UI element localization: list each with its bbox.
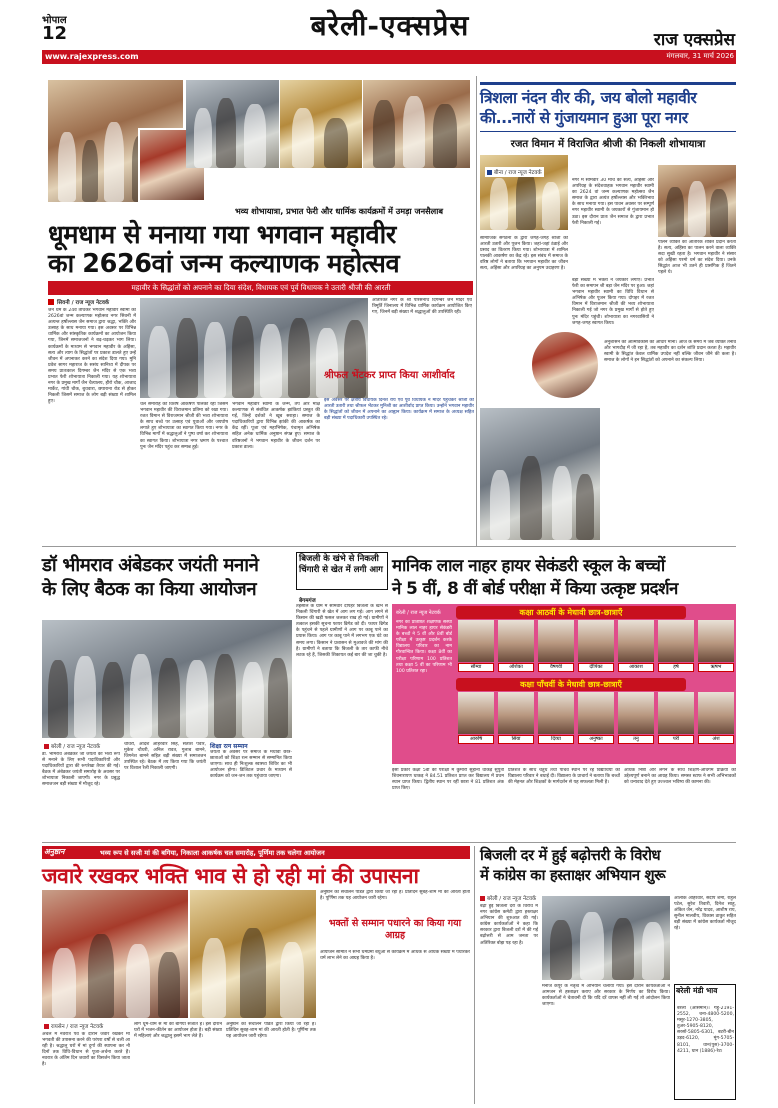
navratri-photo-2	[190, 890, 316, 1018]
procession-photo-2	[186, 80, 279, 168]
student-card: तनु	[618, 692, 654, 746]
story5-tag: अनुष्ठान	[44, 847, 65, 856]
story1-box-title: श्रीफल भेंटकर प्राप्त किया आशीर्वाद	[324, 370, 455, 381]
student-card: सिया	[498, 692, 534, 746]
student-card: दीपिका	[578, 620, 614, 674]
story6-body-col2: मनोज कपूर के नेतृत्व में अभियान चलाया गया। इस दौरान कार्यकर्ताओं ने आमजन से हस्ताक्षर कराए और सरकार के निर्णय का विरोध किया। कार्यकर्ताओं ने चेतावनी दी कि यदि दरें वापस नहीं ली गईं तो आंदोलन किया जाएगा।	[542, 984, 670, 1008]
market-body: बरेली (आसमान)। गेहूं-2191-2552, चना-4800-5200, मसूर-1270-3805, तुअर-5905-8120, सरसों-5805-6301, बटरी-बीन उड़द-6120, मूंग-5705-8101, धान(पुस)-3700-4211, धान (1886)-रेट।	[677, 1006, 734, 1054]
story4-body-col3: प्रतिशत के साथ चतुर्थ तथा पांचवें स्थान पर रहे विद्यार्थियों को विद्यालय परिवार ने बधाई दी। विद्यालय के प्राचार्य ने बताया कि बच्चों की मेहनत और शिक्षकों के मार्गदर्शन से यह सफलता मिली है।	[508, 768, 620, 786]
story5-kicker: भव्य रूप से सजी मां की बगिया, निकाला आकर्षक चल समारोह, पूर्णिमा तक चलेगा आयोजन	[100, 849, 325, 857]
section-divider-2	[42, 842, 736, 843]
story3-box-title: शिक्षा रत्न सम्मान	[210, 743, 248, 750]
story6-body-col1: बढ़ी हुई बिजली दरों के विरोध में नगर कांग्रेस कमेटी द्वारा हस्ताक्षर अभियान की शुरुआत की गई। कांग्रेस कार्यकर्ताओं ने कहा कि सरकार द्वारा बिजली दरों में की गई बढ़ोत्तरी से आम जनता पर अतिरिक्त बोझ पड़ रहा है।	[480, 904, 538, 946]
story5-box-body: आयोजन समिति ने सभी धर्मप्रेमी बंधुओं से कार्यक्रम में अधिक से अधिक संख्या में पधारकर धर्म लाभ लेने का आग्रह किया है।	[320, 950, 470, 962]
student-card: वैष्णवी	[538, 620, 574, 674]
student-card: सौम्या	[458, 620, 494, 674]
student-card: अनुष्का	[578, 692, 614, 746]
puja-photo	[280, 80, 362, 168]
story4-body-col4: अधिक निष्ठा और लगन के साथ शिक्षण-अधिगम प्रक्रिया को उद्देश्यपूर्ण बनाने का आग्रह किया। समस्त स्टाफ ने सभी अभिभावकों को धन्यवाद देते हुए उज्ज्वल भविष्य की कामना की।	[624, 768, 736, 786]
story2-body-col1b: बड़ी संख्या में भक्तों ने जयकारे लगाए। प्रभात फेरी का समापन श्री बड़ा जैन मंदिर पर हुआ। जहां भगवान महावीर स्वामी का विधि विधान से अभिषेक और पूजन किया गया। दोपहर में रजत विमान में विराजमान श्रीजी की भव्य शोभायात्रा निकाली गई जो नगर के प्रमुख मार्गों से होते हुए पुनः मंदिर पहुंची। शोभायात्रा का नगरवासियों ने जगह-जगह स्वागत किया।	[572, 278, 654, 326]
story3-headline: डॉ भीमराव अंबेडकर जयंती मनाने के लिए बैठक का किया आयोजन	[42, 555, 259, 600]
story5-byline: रायसेन / राज न्यूज नेटवर्क	[44, 1022, 103, 1030]
story1-body-col1: जैन धर्म के 24वें तीर्थंकर भगवान महावीर स्वामी का 2626वां जन्म कल्याणक महोत्सव नगर सिवनी में अत्यन्त हर्षोल्लास जैन समाज द्वारा श्रद्धा, भक्ति और उत्साह के साथ मनाया गया। इस अवसर पर विभिन्न धार्मिक और सांस्कृतिक कार्यक्रमों का आयोजन किया गया, जिनमें समाजजनों ने बढ़-चढ़कर भाग लिया। कार्यक्रमों के माध्यम से भगवान महावीर के अहिंसा, सत्य और त्याग के सिद्धांतों पर प्रकाश डालते हुए उन्हें जीवन में अपनाकर करने का संदेश दिया गया। मुनि प्रवेश सागर महाराज के ससंघ सानिध्य में दीपक पर समय प्रातःकाल दिगम्बर जैन मंदिर से एक भव्य प्रभात फेरी शोभायात्रा निकाली गया। यह शोभायात्रा नगर के प्रमुख मार्गों जैन चैत्यालय, हीरो चौक, आजाद मार्केट, गांधी चौक, बुधवारा, छपाराना रोड से होकर निकली जिसमें समाज के लोग बड़ी संख्या में शामिल हुए।	[48, 308, 136, 405]
column-divider	[476, 76, 477, 546]
student-card: परी	[658, 692, 694, 746]
city-label: भोपाल	[42, 15, 67, 26]
paper-name: राज एक्सप्रेस	[653, 30, 735, 50]
story3-box-body: जयंती के अवसर पर समाज के मेधावी छात्र-छात्राओं को शिक्षा रत्न सम्मान से सम्मानित किया जाएगा। साथ ही निःशुल्क स्वास्थ्य शिविर का भी आयोजन होगा। डिजिटल प्रचार के माध्यम से कार्यक्रम को जन-जन तक पहुंचाया जाएगा।	[210, 750, 292, 780]
story4-headline: मानिक लाल नाहर हायर सेकंडरी स्कूल के बच्चों ने 5 वीं, 8 वीं बोर्ड परीक्षा में किया उत्कृष्ट प्रदर्शन	[392, 555, 678, 598]
story2-subhead: रजत विमान में विराजित श्रीजी की निकली शोभायात्रा	[510, 139, 706, 150]
section-divider-1	[42, 546, 736, 547]
student-card: हर्ष	[658, 620, 694, 674]
story2-body-col3: पालन व्यक्ति को आंतरिक शक्ति प्रदान करता है। सत्य, अहिंसा का पालन करने वाला व्यक्ति सदा सुखी रहता है। भगवान महावीर ने संसार को अहिंसा परमो धर्म का संदेश दिया। उनके सिद्धांत आज भी उतने ही प्रासंगिक हैं जितने पहले थे।	[658, 240, 736, 276]
ceremony-photo	[363, 80, 470, 168]
story3-byline: बरेली / राज न्यूज नेटवर्क	[44, 742, 100, 750]
student-card: अंशिका	[498, 620, 534, 674]
student-card: अंश	[698, 692, 734, 746]
page-number: 12	[42, 23, 68, 44]
story2-body-col4: अनुशासन को आत्मविकास का आधार माना। आज के समय में जब व्यक्ति तनाव और भागदौड़ में जी रहा है, तब महावीर का दर्शन शांति प्रदान करता है। महावीर स्वामी के सिद्धांत केवल धार्मिक उपदेश नहीं बल्कि जीवन जीने की कला है। समाज के लोगों ने इन सिद्धांतों को अपनाने का संकल्प लिया।	[604, 340, 736, 364]
story1-headline: धूमधाम से मनाया गया भगवान महावीर का 2626वां जन्म कल्याणक महोत्सव	[48, 220, 400, 279]
story4-byline: बरेली / राज न्यूज नेटवर्क	[396, 610, 441, 616]
story1-body-col2: थल समारोह की विशेष आकर्षण पालकी रहीं जिसमें भगवान महावीर की विराजमान प्रतिमा को रखा गया। रजत विमान से विराजमान श्रीजी की भव्य शोभायात्रा के साथ बच्चे पर उत्साह एवं युवाओं और जयघोष लगाते हुए शोभायात्रा का स्वागत किया गया। नगर के विभिन्न मार्गों में श्रद्धालुओं ने पुष्प वर्षा कर शोभायात्रा का स्वागत किया। शोभायात्रा नगर भ्रमण के पश्चात पुनः जैन मंदिर पहुंच कर सम्पन्न हुई।	[140, 402, 228, 450]
story5-body-col1: अंचल में नवरात्र पर्व के दौरान जवारे रखकर मां भगवती की उपासना करने की परंपरा वर्षों से चली आ रही है। श्रद्धालु घरों में मां दुर्गा की स्थापना कर नौ दिनों तक विधि-विधान से पूजा-अर्चना करते हैं। नवरात्र के अंतिम दिन जवारों का विसर्जन किया जाता है।	[42, 1032, 130, 1068]
story1-subhead: महावीर के सिद्धांतों को अपनाने का दिया संदेश, विधायक एवं पूर्व विधायक ने उतारी श्रीजी की आरती	[131, 283, 391, 292]
story1-body-col4: अतिरिक्त नगर के श्री पारसनाथ दिगम्बर जैन मंदिर एवं त्रिमूर्ति जिनालय में विभिन्न धार्मिक कार्यक्रम आयोजित किए गए, जिनमें बड़ी संख्या में श्रद्धालुओं की उपस्थिति रही।	[372, 298, 472, 316]
column-divider-2	[474, 846, 475, 1104]
story6-body-col3: आलोक अहिरवार, संदीप शर्मा, राहुल पटेल, सुरेश तिवारी, दिनेश साहू, अंकित जैन, नरेंद्र यादव, आशीष राय, सुनील मालवीय, विकास ठाकुर सहित बड़ी संख्या में कांग्रेस कार्यकर्ता मौजूद रहे।	[674, 896, 736, 932]
story2-body-col1: नगर में सोमवार 30 मार्च को सत्य, अहिंसा और अपरिग्रह के संदेशवाहक भगवान महावीर स्वामी का 2624 वां जन्म कल्याणक महोत्सव जैन समाज के द्वारा अत्यंत हर्षोल्लास और भक्तिभाव के साथ मनाया गया। इस पावन अवसर पर सम्पूर्ण नगर महावीर स्वामी के जयकारों से गुंजायमान हो उठा। इस दौरान प्रातः जैन समाज के द्वारा प्रभात फेरी निकाली गई।	[572, 178, 654, 226]
story3-body-col1: डॉ. भीमराव अंबेडकर जी जयंती को भव्य रूप से मनाने के लिए सभी पदाधिकारियों और पदाधिकारियों द्वारा की रूपरेखा तैयार की गई। बैठक में अंबेडकर जयंती समारोह के अवसर पर शोभायात्रा निकाली जाएगी। नगर के प्रबुद्ध समाजजन बड़ी संख्या में मौजूद रहे।	[42, 752, 120, 788]
student-card: ऋषभ	[698, 620, 734, 674]
story2-body-col-left: सामाजिक संगठनों के द्वारा जगह-जगह श्रीजी की आरती उतारी और पूजन किया। जहां-जहां ठंडाई और प्रसाद का वितरण किया गया। शोभायात्रा में शामिल पालकी आकर्षण का केंद्र रहे। इस संबंध में समाज के वरिष्ठ लोगों ने बताया कि भगवान महावीर का जीवन सत्य, अहिंसा और अपरिग्रह का अनुपम उदाहरण है।	[480, 236, 568, 272]
story5-box-title: भक्तों से सम्मान पधारने का किया गया आग्रह	[328, 918, 462, 941]
devotees-photo	[480, 408, 600, 540]
website-link[interactable]: www.rajexpress.com	[45, 52, 139, 61]
procession-crowd-photo	[658, 165, 736, 237]
meeting-photo	[42, 620, 292, 738]
story1-body-col3: भगवान महावीर स्वामी के जन्म, तप और मोक्ष कल्याणक से संबंधित आकर्षक झांकियां प्रस्तुत की गईं, जिन्हें दर्शकों ने खूब सराहा। समाज के पदाधिकारियों द्वारा विभिन्न झांकी की आकर्षक का केंद्र रहीं। पूजा एवं महाभिषेक, पंचामृत अभिषेक सहित अनेक धार्मिक अनुष्ठान संपन्न हुए। समाज के वरिष्ठजनों ने भगवान महावीर के जीवन दर्शन पर प्रकाश डाला।	[232, 402, 320, 450]
brief1-body: तहसील के ग्राम में सोमवार दोपहर बिजली के खंभे से निकली चिंगारी से खेत में आग लग गई। आग लगने से किसान की खड़ी फसल जलकर राख हो गई। ग्रामीणों ने तत्काल इसकी सूचना फायर ब्रिगेड को दी। फायर ब्रिगेड के पहुंचने से पहले ग्रामीणों ने आग पर काबू पाने का प्रयास किया। आग पर काबू पाने में लगभग एक घंटे का समय लगा। किसान ने प्रशासन से मुआवजे की मांग की है। ग्रामीणों ने बताया कि बिजली के तार काफी नीचे लटक रहे हैं, जिसकी शिकायत कई बार की जा चुकी है।	[296, 604, 388, 658]
story2-headline: त्रिशला नंदन वीर की, जय बोलो महावीर की...नारों से गुंजायमान हुआ पूरा नगर	[480, 82, 736, 132]
section-title: बरेली-एक्सप्रेस	[310, 9, 470, 42]
panel-title-class5: कक्षा पाँचवीं के मेधावी छात्र-छात्राएँ	[456, 678, 686, 691]
story5-body-col4: अनुष्ठान का संचालन पंडित द्वारा किया जा रहा है। प्रतिदिन सुबह-शाम मां की आरती होती है। पूर्णिमा तक यह आयोजन जारी रहेगा।	[320, 890, 470, 902]
student-card: आकाश	[618, 620, 654, 674]
leaders-photo	[140, 298, 368, 398]
story1-box-body: इस अवसर पर क्षेत्रीय विधायक दिनेश राय एवं पूर्व विधायक ने मंदिर पहुंचकर श्रीजी की आरती उतारी तथा श्रीफल भेंटकर मुनिश्री का आशीर्वाद प्राप्त किया। उन्होंने भगवान महावीर के सिद्धांतों को जीवन में अपनाने का आह्वान किया। कार्यक्रम में समाज के अध्यक्ष सहित बड़ी संख्या में पदाधिकारी उपस्थित रहे।	[324, 398, 474, 422]
story2-byline-visible: बीना / राज न्यूज नेटवर्क	[485, 167, 544, 177]
story1-photo-caption: भव्य शोभायात्रा, प्रभात फेरी और धार्मिक कार्यक्रमों में उमड़ा जनसैलाब	[234, 206, 444, 216]
market-title: बरेली मंडी भाव	[676, 986, 718, 995]
navratri-photo-1	[42, 890, 188, 1018]
story6-byline: बरेली / राज न्यूज नेटवर्क	[480, 894, 536, 902]
story5-body-col2: लोग धूम-धाम से मां की बगिया सजाते हैं। इस दौरान घरों में भजन-कीर्तन का आयोजन होता है। बड़ी संख्या में महिलाएं और श्रद्धालु इसमें भाग लेते हैं।	[134, 1022, 222, 1040]
story3-body-col2: चौधरी, आदर्श अहिरवार सिंह, सतीश पवार, मुकेश चौधरी, अनिल रावत, गुलाब बामने, जिगनेश बामने सहित बड़ी संख्या में समाजजन उपस्थित रहे। बैठक में तय किया गया कि जयंती पर विशाल रैली निकाली जाएगी।	[124, 742, 206, 772]
story4-body-col1: नगर की प्रतिष्ठित शैक्षणिक संस्था मानिक लाल नाहर हायर सेकंडरी के बच्चों ने 5 वीं और 8वीं बोर्ड परीक्षा में उत्कृष्ट प्रदर्शन करके विद्यालय परिवार का नाम गौरवान्वित किया। कक्षा 8वीं का परीक्षा परिणाम 100 प्रतिशत तथा कक्षा 5 वीं का परिणाम भी 100 प्रतिशत रहा।	[396, 620, 452, 674]
student-card: आरुषि	[458, 692, 494, 746]
story1-byline: सिवनी / राज न्यूज नेटवर्क	[48, 298, 109, 306]
signature-campaign-photo	[542, 896, 670, 980]
student-card: दिव्या	[538, 692, 574, 746]
issue-date: मंगलवार, 31 मार्च 2026	[666, 52, 734, 60]
story5-headline: जवारे रखकर भक्ति भाव से हो रही मां की उपासना	[42, 864, 419, 888]
story4-body-col2: इसी प्रकार कक्षा 5वीं की परीक्षा में कुमारी सुहानी धाकड़ सुपुत्री शिवनारायण धाकड़ ने 84.51 प्रतिशत प्राप्त कर विद्यालय में प्रथम स्थान प्राप्त किया। द्वितीय स्थान पर रहीं छात्रा ने 81 प्रतिशत अंक प्राप्त किए।	[392, 768, 504, 792]
story5-body-col3: अनुष्ठान का संचालन पंडित द्वारा किया जा रहा है। प्रतिदिन सुबह-शाम मां की आरती होती है। पूर्णिमा तक यह आयोजन जारी रहेगा।	[226, 1022, 316, 1040]
panel-title-class8: कक्षा आठवीं के मेधावी छात्र-छात्राएँ	[456, 606, 686, 619]
brief1-byline: बेगमगंज	[299, 598, 316, 604]
story6-headline: बिजली दर में हुई बढ़ोत्तरी के विरोध में कांग्रेस का हस्ताक्षर अभियान शुरू	[480, 847, 666, 884]
brief1-headline: बिजली के खंभे से निकली चिंगारी से खेत में लगी आग	[299, 554, 383, 575]
